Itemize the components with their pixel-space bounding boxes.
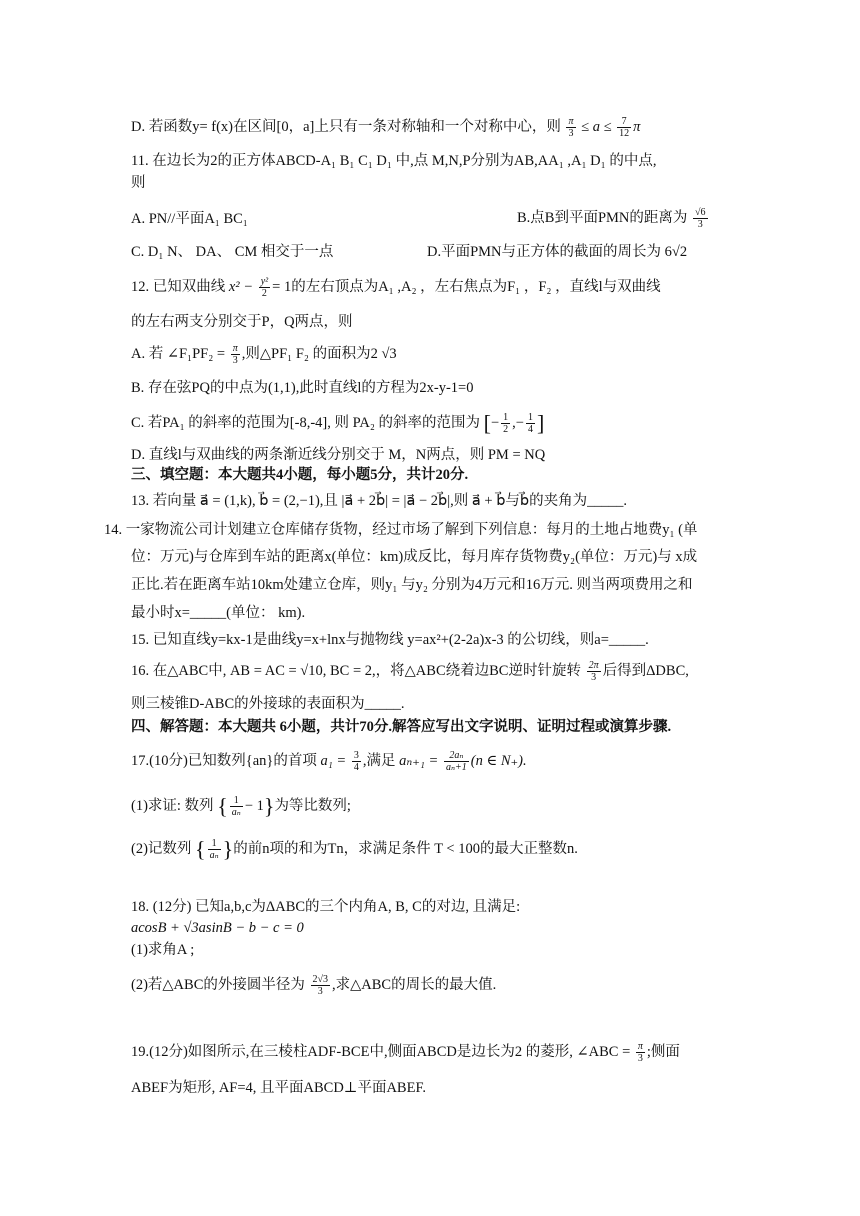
frac-pi-3: $\frac{\pi}{3}$ [568, 116, 574, 139]
frac-2sqrt3-3: $\frac{2√3}{3}$ [312, 974, 328, 997]
q18-part-1: (1)求角A ; [131, 942, 195, 958]
q11-option-d: D.平面PMN与正方体的截面的周长为 6√2 [427, 244, 688, 260]
q11-stem-cont: 则 [131, 175, 146, 191]
q17-part-2: (2)记数列 { $\frac{1}{\text{aₙ}}$ }的前n项的和为Tn，求满足条件 T < 100的最大正整数n. [131, 836, 578, 862]
q14-line-2: 位：万元)与仓库到车站的距离x(单位：km)成反比，每月库存货物费y₂(单位：万元)与 x成 [131, 549, 698, 565]
q12-option-a: A. 若 ∠F₁PF₂ = $\frac{\pi}{3}$ ,则△PF₁ F₂ 的面积为2 √3 [131, 343, 397, 366]
q11-option-c: C. D₁ N、 DA、 CM 相交于一点 [131, 244, 334, 260]
frac-sqrt6-3: $\frac{√6}{3}$ [695, 207, 706, 230]
frac-y2-2: $\frac{\text{y²}}{2}$ [260, 276, 269, 299]
q19-line-1: 19.(12分)如图所示,在三棱柱ADF-BCE中,侧面ABCD是边长为2 的菱形, ∠ABC = $\frac{\pi}{3}$ ;侧面 [131, 1041, 680, 1064]
q16-line-2: 则三棱锥D-ABC的外接球的表面积为_____. [131, 696, 405, 712]
q19-line-2: ABEF为矩形, AF=4, 且平面ABCD⊥平面ABEF. [131, 1080, 426, 1096]
frac-3-4: $\frac{3}{4}$ [353, 750, 359, 773]
section-3-heading: 三、填空题：本大题共4小题，每小题5分，共计20分. [131, 467, 469, 483]
q17-stem: 17.(10分)已知数列{an}的首项 a₁ = $\frac{3}{4}$ ,满足 aₙ₊₁ = $\frac{\text{2aₙ}}{\text{aₙ+1}}$ (n ∈ N₊). [131, 750, 527, 773]
q11-stem: 11. 在边长为2的正方体ABCD-A₁ B₁ C₁ D₁ 中,点 M,N,P分别为AB,AA₁ ,A₁ D₁ 的中点, [131, 153, 657, 169]
frac-2an: $\frac{\text{2aₙ}}{\text{aₙ+1}}$ [445, 750, 467, 773]
q14-line-4: 最小时x=_____(单位： km). [131, 605, 306, 621]
q17-part-1: (1)求证: 数列 { $\frac{1}{\text{aₙ}}$ − 1}为等比数列; [131, 793, 351, 819]
q14-line-1: 14. 一家物流公司计划建立仓库储存货物，经过市场了解到下列信息：每月的土地占地费y₁ (单 [104, 522, 698, 538]
q15-text: 15. 已知直线y=kx-1是曲线y=x+lnx与抛物线 y=ax²+(2-2a)x-3 的公切线，则a=_____. [131, 632, 649, 648]
frac-7-12: $\frac{7}{12}$ [619, 116, 630, 139]
section-4-heading: 四、解答题：本大题共 6小题，共计70分.解答应写出文字说明、证明过程或演算步骤. [131, 719, 672, 735]
q12-option-c: C. 若PA₁ 的斜率的范围为[-8,-4], 则 PA₂ 的斜率的范围为 [− $\frac{1}{2}$ ,− $\frac{1}{4}$ ] [131, 410, 545, 436]
frac-2pi-3: $\frac{2\pi}{3}$ [588, 660, 599, 683]
q11-option-b: B.点B到平面PMN的距离为 $\frac{√6}{3}$ [517, 207, 706, 230]
q10-option-d: D. 若函数y= f(x)在区间[0，a]上只有一条对称轴和一个对称中心，则 $\frac{\pi}{3}$ ≤ a ≤ $\frac{7}{12}$ π [131, 116, 641, 139]
frac-1-4: $\frac{1}{4}$ [527, 412, 533, 435]
q18-stem: 18. (12分) 已知a,b,c为ΔABC的三个内角A, B, C的对边, 且满足: [131, 899, 521, 915]
q14-line-3: 正比.若在距离车站10km处建立仓库，则y₁ 与y₂ 分别为4万元和16万元. 则当两项费用之和 [131, 577, 693, 593]
q12-stem: 12. 已知双曲线 x² − $\frac{\text{y²}}{2}$ = 1的左右顶点为A₁ ,A₂ ，左右焦点为F₁ ，F₂ ，直线l与双曲线 [131, 276, 661, 299]
frac-pi-3-c: $\frac{\pi}{3}$ [637, 1041, 643, 1064]
q11-option-a: A. PN//平面A₁ BC₁ [131, 211, 248, 227]
q12-option-d: D. 直线l与双曲线的两条渐近线分别交于 M，N两点，则 PM = NQ [131, 447, 546, 463]
q10-d-ineq: ≤ a ≤ [581, 118, 612, 135]
q18-part-2: (2)若△ABC的外接圆半径为 $\frac{2√3}{3}$ ,求△ABC的周长的最大值. [131, 974, 497, 997]
q18-equation: acosB + √3asinB − b − c = 0 [131, 920, 304, 936]
q10-d-text: D. 若函数y= f(x)在区间[0，a]上只有一条对称轴和一个对称中心，则 [131, 118, 561, 135]
frac-pi-3-b: $\frac{\pi}{3}$ [232, 343, 238, 366]
frac-1-an-b: $\frac{1}{\text{aₙ}}$ [209, 838, 219, 861]
q16-line-1: 16. 在△ABC中, AB = AC = √10, BC = 2,，将△ABC绕着边BC逆时针旋转 $\frac{2\pi}{3}$ 后得到ΔDBC, [131, 660, 689, 683]
frac-1-2: $\frac{1}{2}$ [503, 412, 509, 435]
q13-text: 13. 若向量 a⃗ = (1,k), b⃗ = (2,−1),且 |a⃗ + 2b⃗| = |a⃗ − 2b⃗|,则 a⃗ + b⃗与b⃗的夹角为_____. [131, 493, 627, 509]
q12-option-b: B. 存在弦PQ的中点为(1,1),此时直线l的方程为2x-y-1=0 [131, 380, 474, 396]
q12-stem-cont: 的左右两支分别交于P，Q两点，则 [131, 314, 353, 330]
frac-1-an: $\frac{1}{\text{aₙ}}$ [231, 795, 241, 818]
